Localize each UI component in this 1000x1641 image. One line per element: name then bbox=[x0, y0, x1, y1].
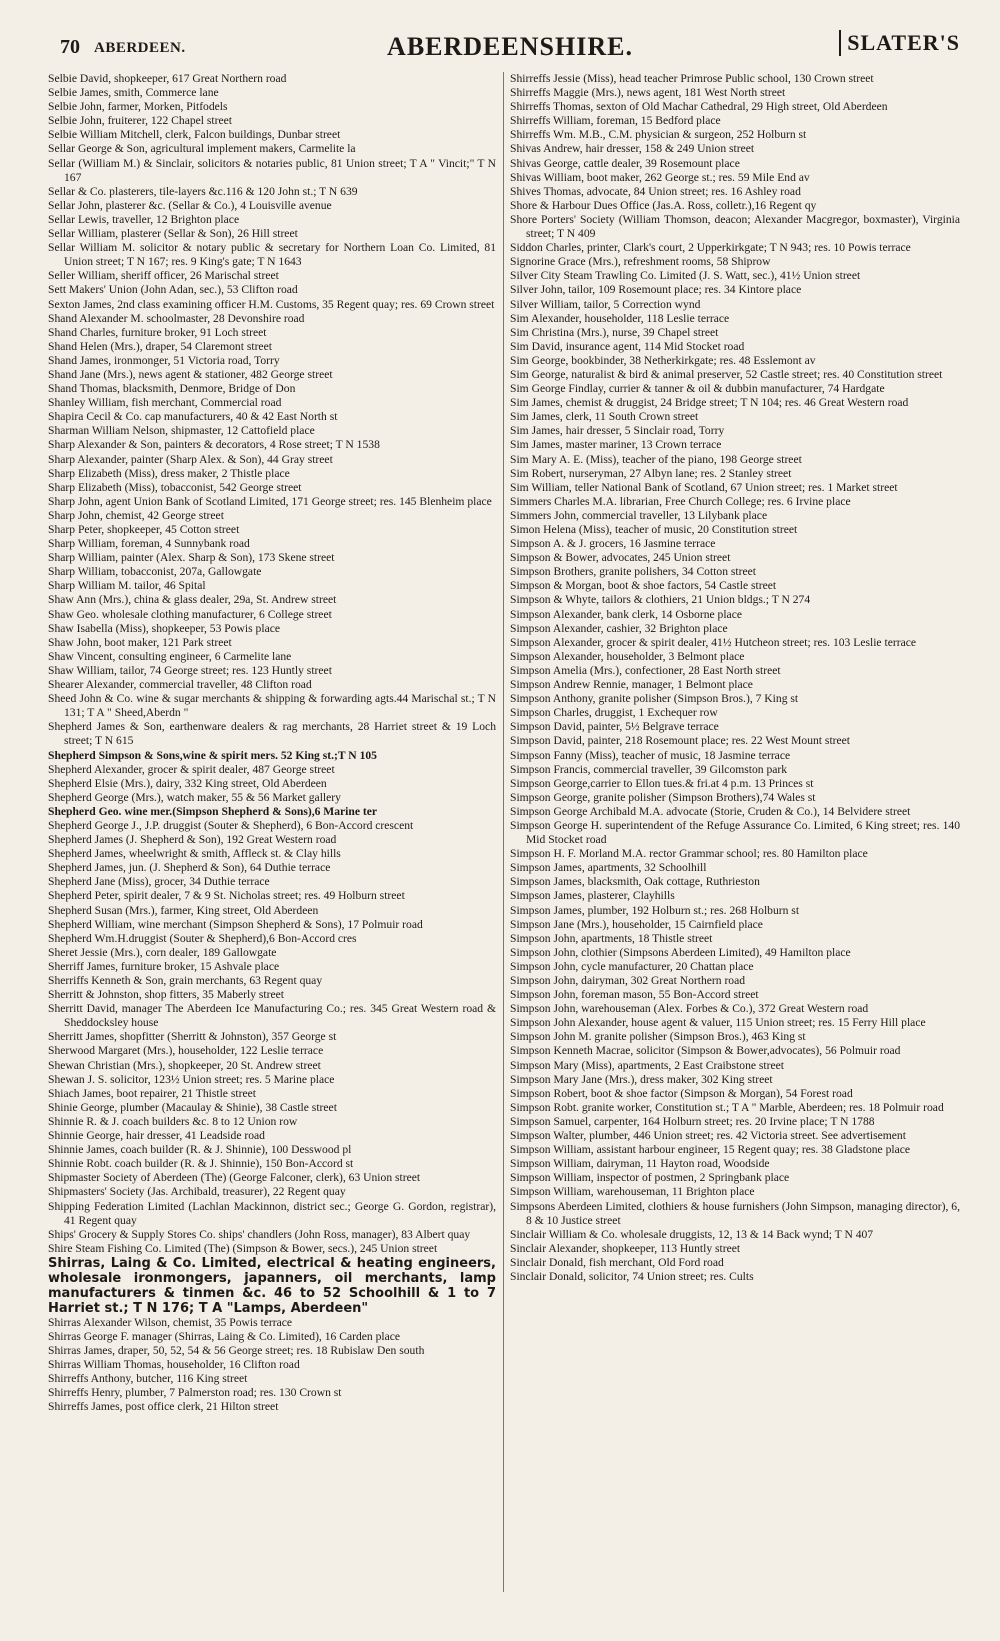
directory-entry: Sheed John & Co. wine & sugar merchants & shipping & forwarding agts.44 Marischal st.; T N 131; T A " Sheed,Aberdn " bbox=[48, 692, 496, 720]
directory-entry: Sellar William M. solicitor & notary public & secretary for Northern Loan Co. Limited, 81 Union street; T N 167; res. 9 King's gate; T N 1643 bbox=[48, 241, 496, 269]
directory-entry: Shepherd Simpson & Sons,wine & spirit mers. 52 King st.;T N 105 bbox=[48, 748, 377, 762]
directory-entry: Shewan J. S. solicitor, 123½ Union street; res. 5 Marine place bbox=[48, 1072, 335, 1086]
directory-entry: Shirreffs Anthony, butcher, 116 King street bbox=[48, 1372, 248, 1386]
directory-entry: Simpson George Archibald M.A. advocate (Storie, Cruden & Co.), 14 Belvidere street bbox=[510, 804, 911, 818]
directory-entry: Simpson John, warehouseman (Alex. Forbes & Co.), 372 Great Western road bbox=[510, 1002, 869, 1016]
directory-entry: Simpson Walter, plumber, 446 Union street; res. 42 Victoria street. See advertisement bbox=[510, 1129, 906, 1143]
directory-entry: Silver William, tailor, 5 Correction wynd bbox=[510, 297, 701, 311]
directory-entry: Simpson James, plasterer, Clayhills bbox=[510, 889, 675, 903]
directory-entry: Sinclair Donald, solicitor, 74 Union street; res. Cults bbox=[510, 1269, 754, 1283]
directory-entry: Selbie James, smith, Commerce lane bbox=[48, 86, 219, 100]
directory-entry: Shepherd James & Son, earthenware dealers & rag merchants, 28 Harriet street & 19 Loch street; T N 615 bbox=[48, 720, 496, 748]
directory-entry: Sim Mary A. E. (Miss), teacher of the piano, 198 George street bbox=[510, 452, 802, 466]
directory-entry: Simpsons Aberdeen Limited, clothiers & house furnishers (John Simpson, managing director), 6, 8 & 10 Justice street bbox=[510, 1199, 960, 1227]
directory-entry: Shivas Andrew, hair dresser, 158 & 249 Union street bbox=[510, 142, 755, 156]
directory-entry: Simmers John, commercial traveller, 13 Lilybank place bbox=[510, 508, 768, 522]
directory-entry: Sinclair Alexander, shopkeeper, 113 Huntly street bbox=[510, 1241, 741, 1255]
directory-entry: Silver John, tailor, 109 Rosemount place; res. 34 Kintore place bbox=[510, 283, 802, 297]
directory-entry: Shand Charles, furniture broker, 91 Loch street bbox=[48, 325, 267, 339]
directory-entry: Shepherd Peter, spirit dealer, 7 & 9 St. Nicholas street; res. 49 Holburn street bbox=[48, 889, 405, 903]
directory-entry: Silver City Steam Trawling Co. Limited (J. S. Watt, sec.), 41½ Union street bbox=[510, 269, 861, 283]
directory-entry: Shirras William Thomas, householder, 16 Clifton road bbox=[48, 1358, 300, 1372]
left-column bbox=[48, 72, 496, 1592]
directory-entry: Simpson James, blacksmith, Oak cottage, Ruthrieston bbox=[510, 875, 760, 889]
directory-entry: Shaw Vincent, consulting engineer, 6 Carmelite lane bbox=[48, 649, 292, 663]
directory-entry: Simpson Charles, druggist, 1 Exchequer row bbox=[510, 706, 718, 720]
directory-entry: Shepherd George (Mrs.), watch maker, 55 & 56 Market gallery bbox=[48, 790, 341, 804]
directory-entry: Simpson James, plumber, 192 Holburn st.; res. 268 Holburn st bbox=[510, 903, 800, 917]
directory-entry: Shaw William, tailor, 74 George street; res. 123 Huntly street bbox=[48, 663, 332, 677]
directory-entry: Simpson Robert, boot & shoe factor (Simpson & Morgan), 54 Forest road bbox=[510, 1086, 853, 1100]
directory-entry: Shepherd William, wine merchant (Simpson Shepherd & Sons), 17 Polmuir road bbox=[48, 917, 423, 931]
directory-entry: Signorine Grace (Mrs.), refreshment rooms, 58 Shiprow bbox=[510, 255, 771, 269]
directory-entry: Shirras George F. manager (Shirras, Laing & Co. Limited), 16 Carden place bbox=[48, 1329, 401, 1343]
directory-entry: Simpson John, apartments, 18 Thistle street bbox=[510, 931, 713, 945]
directory-entry: Simpson William, dairyman, 11 Hayton road, Woodside bbox=[510, 1157, 770, 1171]
directory-entry: Shirras Alexander Wilson, chemist, 35 Powis terrace bbox=[48, 1315, 293, 1329]
directory-entry: Simmers Charles M.A. librarian, Free Church College; res. 6 Irvine place bbox=[510, 494, 851, 508]
directory-entry: Simpson Anthony, granite polisher (Simpson Bros.), 7 King st bbox=[510, 692, 799, 706]
directory-entry: Shepherd Wm.H.druggist (Souter & Shepherd),6 Bon-Accord cres bbox=[48, 931, 357, 945]
directory-entry: Shepherd James (J. Shepherd & Son), 192 Great Western road bbox=[48, 833, 337, 847]
directory-entry: Shapira Cecil & Co. cap manufacturers, 40 & 42 East North st bbox=[48, 410, 338, 424]
directory-entry: Simpson William, assistant harbour engineer, 15 Regent quay; res. 38 Gladstone place bbox=[510, 1143, 911, 1157]
directory-entry: Shinnie R. & J. coach builders &c. 8 to 12 Union row bbox=[48, 1114, 298, 1128]
directory-entry: Sim George, naturalist & bird & animal preserver, 52 Castle street; res. 40 Constitution street bbox=[510, 367, 943, 381]
directory-entry: Simpson Jane (Mrs.), householder, 15 Cairnfield place bbox=[510, 917, 763, 931]
directory-entry: Shirreffs Wm. M.B., C.M. physician & surgeon, 252 Holburn st bbox=[510, 128, 807, 142]
directory-entry: Shepherd George J., J.P. druggist (Souter & Shepherd), 6 Bon-Accord crescent bbox=[48, 818, 414, 832]
directory-entry: Shore & Harbour Dues Office (Jas.A. Ross, colletr.),16 Regent qy bbox=[510, 198, 817, 212]
directory-entry: Shiach James, boot repairer, 21 Thistle street bbox=[48, 1086, 256, 1100]
directory-entry: Shirreffs Henry, plumber, 7 Palmerston road; res. 130 Crown st bbox=[48, 1386, 342, 1400]
directory-entry: Sim Alexander, householder, 118 Leslie terrace bbox=[510, 311, 730, 325]
directory-entry: Simon Helena (Miss), teacher of music, 20 Constitution street bbox=[510, 523, 798, 536]
directory-entry: Simpson Samuel, carpenter, 164 Holburn street; res. 20 Irvine place; T N 1788 bbox=[510, 1114, 875, 1128]
directory-entry: Shaw Isabella (Miss), shopkeeper, 53 Powis place bbox=[48, 621, 281, 635]
directory-entry: Simpson George H. superintendent of the Refuge Assurance Co. Limited, 6 King street; res. 140 Mid Stocket road bbox=[510, 818, 960, 847]
directory-entry: Shand Alexander M. schoolmaster, 28 Devonshire road bbox=[48, 311, 305, 325]
directory-entry: Simpson John, dairyman, 302 Great Northern road bbox=[510, 974, 746, 987]
directory-entry: Shirreffs Thomas, sexton of Old Machar Cathedral, 29 High street, Old Aberdeen bbox=[510, 100, 888, 114]
directory-entry: Simpson Mary Jane (Mrs.), dress maker, 302 King street bbox=[510, 1072, 773, 1086]
directory-entry: Shirreffs Jessie (Miss), head teacher Primrose Public school, 130 Crown street bbox=[510, 72, 874, 85]
directory-entry: Sherriffs Kenneth & Son, grain merchants, 63 Regent quay bbox=[48, 974, 323, 987]
directory-entry: Simpson H. F. Morland M.A. rector Grammar school; res. 80 Hamilton place bbox=[510, 847, 868, 861]
directory-entry: Shipmaster Society of Aberdeen (The) (George Falconer, clerk), 63 Union street bbox=[48, 1171, 421, 1185]
column-divider bbox=[503, 72, 504, 1592]
directory-entry: Simpson Mary (Miss), apartments, 2 East Craibstone street bbox=[510, 1058, 785, 1072]
directory-entry: Sharp Alexander & Son, painters & decorators, 4 Rose street; T N 1538 bbox=[48, 438, 380, 452]
page-header bbox=[60, 30, 960, 70]
directory-entry: Simpson Amelia (Mrs.), confectioner, 28 East North street bbox=[510, 663, 781, 677]
directory-entry: Simpson & Bower, advocates, 245 Union street bbox=[510, 551, 731, 565]
directory-entry: Ships' Grocery & Supply Stores Co. ships' chandlers (John Ross, manager), 83 Albert quay bbox=[48, 1227, 471, 1241]
directory-entry: Sharp Elizabeth (Miss), tobacconist, 542 George street bbox=[48, 480, 302, 494]
directory-entry: Shirras James, draper, 50, 52, 54 & 56 George street; res. 18 Rubislaw Den south bbox=[48, 1344, 425, 1358]
directory-entry: Shaw Ann (Mrs.), china & glass dealer, 29a, St. Andrew street bbox=[48, 593, 337, 607]
directory-entry: Shaw Geo. wholesale clothing manufacturer, 6 College street bbox=[48, 607, 332, 621]
directory-entry: Shirreffs Maggie (Mrs.), news agent, 181 West North street bbox=[510, 86, 786, 100]
directory-entry: Sinclair William & Co. wholesale druggists, 12, 13 & 14 Back wynd; T N 407 bbox=[510, 1227, 874, 1241]
directory-entry: Shewan Christian (Mrs.), shopkeeper, 20 St. Andrew street bbox=[48, 1058, 321, 1072]
directory-entry: Shand Jane (Mrs.), news agent & stationer, 482 George street bbox=[48, 367, 333, 381]
directory-entry: Sharp William M. tailor, 46 Spital bbox=[48, 579, 206, 593]
directory-entry: Selbie John, farmer, Morken, Pitfodels bbox=[48, 100, 228, 114]
directory-entry: Sim Christina (Mrs.), nurse, 39 Chapel street bbox=[510, 325, 719, 339]
right-column bbox=[510, 72, 960, 1592]
directory-entry: Simpson John, foreman mason, 55 Bon-Accord street bbox=[510, 988, 759, 1002]
directory-entry: Sellar John, plasterer &c. (Sellar & Co.), 4 Louisville avenue bbox=[48, 198, 332, 212]
directory-entry: Shaw John, boot maker, 121 Park street bbox=[48, 635, 232, 649]
directory-entry: Sim James, hair dresser, 5 Sinclair road, Torry bbox=[510, 424, 725, 438]
directory-entry: Shand James, ironmonger, 51 Victoria road, Torry bbox=[48, 353, 280, 367]
directory-entry: Sim James, chemist & druggist, 24 Bridge street; T N 104; res. 46 Great Western road bbox=[510, 396, 909, 410]
directory-entry: Sexton James, 2nd class examining officer H.M. Customs, 35 Regent quay; res. 69 Crown street bbox=[48, 297, 495, 311]
directory-entry: Shives Thomas, advocate, 84 Union street; res. 16 Ashley road bbox=[510, 184, 801, 198]
directory-entry: Sim George, bookbinder, 38 Netherkirkgate; res. 48 Esslemont av bbox=[510, 353, 816, 367]
directory-entry: Sherritt & Johnston, shop fitters, 35 Maberly street bbox=[48, 988, 285, 1002]
directory-entry: Sharp John, chemist, 42 George street bbox=[48, 508, 224, 522]
directory-entry: Shinnie Robt. coach builder (R. & J. Shinnie), 150 Bon-Accord st bbox=[48, 1157, 354, 1171]
directory-entry: Shipmasters' Society (Jas. Archibald, treasurer), 22 Regent quay bbox=[48, 1185, 346, 1199]
directory-entry: Simpson David, painter, 218 Rosemount place; res. 22 West Mount street bbox=[510, 734, 851, 748]
directory-entry: Simpson Alexander, bank clerk, 14 Osborne place bbox=[510, 607, 742, 621]
directory-entry: Sharp William, painter (Alex. Sharp & Son), 173 Skene street bbox=[48, 551, 335, 565]
directory-entry: Simpson John M. granite polisher (Simpson Bros.), 463 King st bbox=[510, 1030, 806, 1044]
directory-entry: Shepherd Elsie (Mrs.), dairy, 332 King street, Old Aberdeen bbox=[48, 776, 327, 790]
directory-entry: Simpson John, clothier (Simpsons Aberdeen Limited), 49 Hamilton place bbox=[510, 945, 851, 959]
directory-entry: Sharman William Nelson, shipmaster, 12 Cattofield place bbox=[48, 424, 315, 438]
directory-entry: Shire Steam Fishing Co. Limited (The) (Simpson & Bower, secs.), 245 Union street bbox=[48, 1241, 438, 1255]
directory-entry: Sinclair Donald, fish merchant, Old Ford road bbox=[510, 1255, 724, 1269]
directory-entry: Selbie William Mitchell, clerk, Falcon buildings, Dunbar street bbox=[48, 128, 341, 142]
directory-entry: Sharp John, agent Union Bank of Scotland Limited, 171 George street; res. 145 Blenheim place bbox=[48, 494, 492, 508]
directory-entry: Sharp Alexander, painter (Sharp Alex. & Son), 44 Gray street bbox=[48, 452, 333, 466]
directory-entry: Simpson William, warehouseman, 11 Brighton place bbox=[510, 1185, 755, 1199]
directory-entry: Sim George Findlay, currier & tanner & oil & dubbin manufacturer, 74 Hardgate bbox=[510, 382, 885, 396]
directory-entry: Sim James, master mariner, 13 Crown terrace bbox=[510, 438, 722, 452]
directory-entry: Shivas William, boot maker, 262 George st.; res. 59 Mile End av bbox=[510, 170, 810, 184]
directory-entry: Simpson A. & J. grocers, 16 Jasmine terrace bbox=[510, 537, 716, 551]
directory-entry: Simpson David, painter, 5½ Belgrave terrace bbox=[510, 720, 719, 734]
directory-entry: Shore Porters' Society (William Thomson, deacon; Alexander Macgregor, boxmaster), Virginia street; T N 409 bbox=[510, 212, 960, 241]
directory-entry: Shepherd James, wheelwright & smith, Affleck st. & Clay hills bbox=[48, 847, 341, 861]
directory-entry: Simpson George, granite polisher (Simpson Brothers),74 Wales st bbox=[510, 790, 816, 804]
directory-entry: Shinnie George, hair dresser, 41 Leadside road bbox=[48, 1129, 265, 1143]
directory-entry: Simpson Alexander, cashier, 32 Brighton place bbox=[510, 621, 728, 635]
directory-entry: Simpson Robt. granite worker, Constitution st.; T A " Marble, Aberdeen; res. 18 Polmuir road bbox=[510, 1100, 944, 1114]
directory-entry: Shirreffs William, foreman, 15 Bedford place bbox=[510, 114, 721, 128]
directory-entry: Shivas George, cattle dealer, 39 Rosemount place bbox=[510, 156, 740, 170]
page-number: 70 bbox=[60, 36, 80, 58]
directory-entry: Sherritt David, manager The Aberdeen Ice Manufacturing Co.; res. 345 Great Western road & Sheddocksley house bbox=[48, 1002, 496, 1030]
publisher-title: SLATER'S bbox=[839, 30, 960, 56]
directory-entry: Selbie David, shopkeeper, 617 Great Northern road bbox=[48, 72, 287, 85]
directory-entry: Sellar & Co. plasterers, tile-layers &c.116 & 120 John st.; T N 639 bbox=[48, 184, 358, 198]
directory-entry: Siddon Charles, printer, Clark's court, 2 Upperkirkgate; T N 943; res. 10 Powis terrace bbox=[510, 241, 911, 255]
directory-entry: Shepherd Geo. wine mer.(Simpson Shepherd & Sons),6 Marine ter bbox=[48, 804, 378, 818]
directory-entry: Simpson Andrew Rennie, manager, 1 Belmont place bbox=[510, 678, 753, 692]
directory-entry: Simpson & Morgan, boot & shoe factors, 54 Castle street bbox=[510, 579, 777, 593]
county-title: ABERDEENSHIRE. bbox=[387, 32, 633, 61]
directory-entry: Simpson Alexander, householder, 3 Belmont place bbox=[510, 649, 745, 663]
directory-entry: Simpson William, inspector of postmen, 2 Springbank place bbox=[510, 1171, 790, 1185]
directory-entry: Sim William, teller National Bank of Scotland, 67 Union street; res. 1 Market street bbox=[510, 480, 898, 494]
directory-entry: Shanley William, fish merchant, Commercial road bbox=[48, 396, 282, 410]
directory-entry: Sellar (William M.) & Sinclair, solicitors & notaries public, 81 Union street; T A " Vincit;" T N 167 bbox=[48, 156, 496, 184]
directory-entry: Simpson Alexander, grocer & spirit dealer, 41½ Hutcheon street; res. 103 Leslie terrace bbox=[510, 635, 917, 649]
directory-entry: Shand Thomas, blacksmith, Denmore, Bridge of Don bbox=[48, 382, 296, 396]
directory-entry: Sim James, clerk, 11 South Crown street bbox=[510, 410, 699, 424]
directory-entry: Sellar Lewis, traveller, 12 Brighton place bbox=[48, 212, 240, 226]
directory-entry: Sherriff James, furniture broker, 15 Ashvale place bbox=[48, 959, 280, 973]
running-place-title: ABERDEEN. bbox=[94, 40, 186, 56]
directory-entry: Shepherd Jane (Miss), grocer, 34 Duthie terrace bbox=[48, 875, 270, 889]
directory-entry: Selbie John, fruiterer, 122 Chapel street bbox=[48, 114, 233, 128]
directory-entry: Simpson John Alexander, house agent & valuer, 115 Union street; res. 15 Ferry Hill place bbox=[510, 1016, 926, 1030]
directory-entry: Seller William, sheriff officer, 26 Marischal street bbox=[48, 269, 279, 283]
directory-entry: Shepherd Susan (Mrs.), farmer, King street, Old Aberdeen bbox=[48, 903, 319, 917]
directory-entry: Simpson John, cycle manufacturer, 20 Chattan place bbox=[510, 959, 754, 973]
directory-entry: Sheret Jessie (Mrs.), corn dealer, 189 Gallowgate bbox=[48, 945, 277, 959]
directory-entry: Shipping Federation Limited (Lachlan Mackinnon, district sec.; George G. Gordon, registrar), 41 Regent quay bbox=[48, 1199, 496, 1227]
directory-entry: Sharp Peter, shopkeeper, 45 Cotton street bbox=[48, 523, 240, 536]
directory-entry: Sim David, insurance agent, 114 Mid Stocket road bbox=[510, 339, 745, 353]
directory-entry: Sharp Elizabeth (Miss), dress maker, 2 Thistle place bbox=[48, 466, 290, 480]
directory-entry: Simpson James, apartments, 32 Schoolhill bbox=[510, 861, 707, 875]
directory-entry: Simpson Francis, commercial traveller, 39 Gilcomston park bbox=[510, 762, 788, 776]
directory-entry: Shirras, Laing & Co. Limited, electrical & heating engineers, wholesale ironmongers, japanners, oil merchants, lamp manufacturers & tinmen &c. 46 to 52 Schoolhill & 1 to 7 Harriet st.; T N 176; T A "Lamps, Aberdeen" bbox=[48, 1255, 496, 1316]
directory-entry: Shepherd Alexander, grocer & spirit dealer, 487 George street bbox=[48, 762, 335, 776]
directory-entry: Simpson Fanny (Miss), teacher of music, 18 Jasmine terrace bbox=[510, 748, 791, 762]
directory-entry: Sharp William, tobacconist, 207a, Gallowgate bbox=[48, 565, 262, 579]
directory-entry: Simpson George,carrier to Ellon tues.& fri.at 4 p.m. 13 Princes st bbox=[510, 776, 814, 790]
directory-entry: Sherritt James, shopfitter (Sherritt & Johnston), 357 George st bbox=[48, 1030, 337, 1044]
directory-entry: Sherwood Margaret (Mrs.), householder, 122 Leslie terrace bbox=[48, 1044, 324, 1058]
directory-entry: Shinnie James, coach builder (R. & J. Shinnie), 100 Desswood pl bbox=[48, 1143, 352, 1157]
directory-entry: Sharp William, foreman, 4 Sunnybank road bbox=[48, 537, 250, 551]
directory-entry: Sett Makers' Union (John Adan, sec.), 53 Clifton road bbox=[48, 283, 298, 297]
directory-entry: Sim Robert, nurseryman, 27 Albyn lane; res. 2 Stanley street bbox=[510, 466, 792, 480]
directory-entry: Shepherd James, jun. (J. Shepherd & Son), 64 Duthie terrace bbox=[48, 861, 331, 875]
directory-entry: Simpson Kenneth Macrae, solicitor (Simpson & Bower,advocates), 56 Polmuir road bbox=[510, 1044, 901, 1058]
directory-entry: Sellar George & Son, agricultural implement makers, Carmelite la bbox=[48, 142, 356, 156]
directory-entry: Simpson & Whyte, tailors & clothiers, 21 Union bldgs.; T N 274 bbox=[510, 593, 811, 607]
directory-entry: Sellar William, plasterer (Sellar & Son), 26 Hill street bbox=[48, 227, 298, 241]
directory-entry: Simpson Brothers, granite polishers, 34 Cotton street bbox=[510, 565, 757, 579]
directory-entry: Shand Helen (Mrs.), draper, 54 Claremont street bbox=[48, 339, 272, 353]
directory-entry: Shearer Alexander, commercial traveller, 48 Clifton road bbox=[48, 678, 312, 692]
directory-entry: Shinie George, plumber (Macaulay & Shinie), 38 Castle street bbox=[48, 1100, 337, 1114]
directory-entry: Shirreffs James, post office clerk, 21 Hilton street bbox=[48, 1400, 279, 1414]
